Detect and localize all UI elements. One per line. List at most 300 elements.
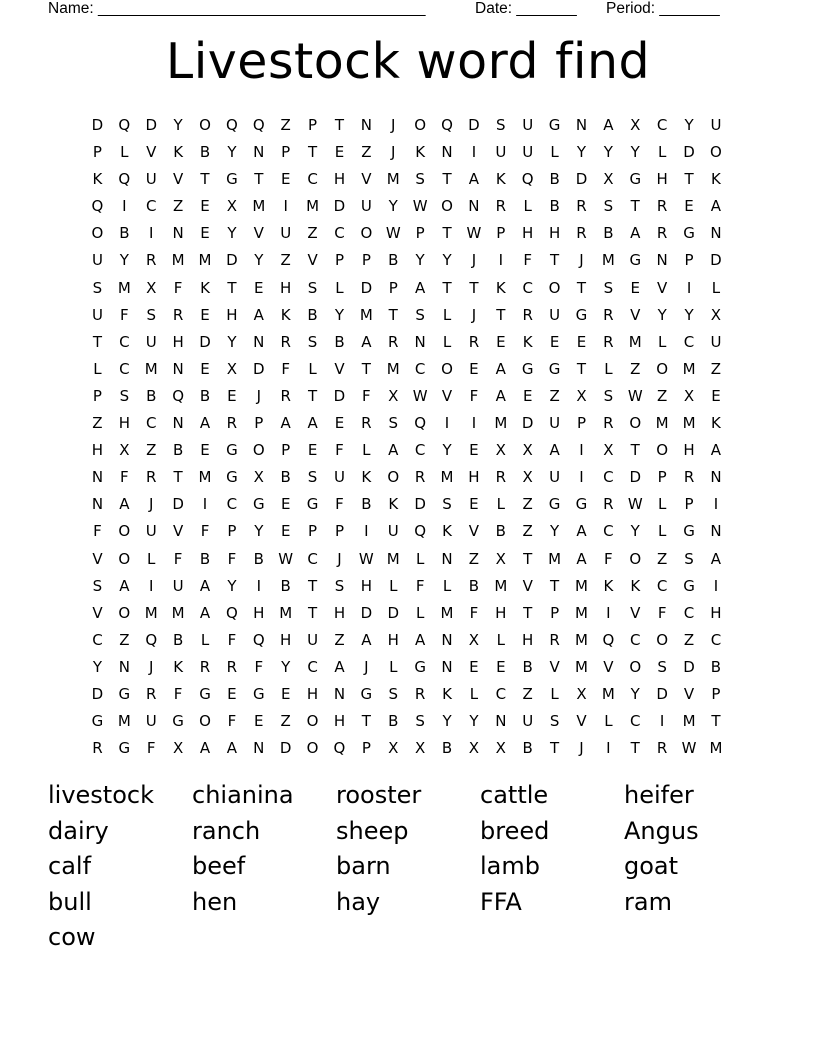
grid-cell: R [656, 739, 668, 758]
grid-cell: N [253, 143, 265, 162]
grid-cell: T [576, 278, 587, 297]
grid-cell: L [657, 522, 667, 541]
grid-cell: M [440, 468, 454, 487]
grid-cell: P [92, 143, 102, 162]
grid-cell: B [253, 549, 264, 568]
grid-cell: M [386, 170, 400, 189]
grid-cell: S [657, 657, 667, 676]
grid-cell: B [522, 657, 533, 676]
grid-cell: Z [280, 116, 291, 134]
grid-cell: E [711, 386, 721, 405]
grid-cell: B [468, 576, 480, 595]
grid-cell: X [146, 278, 157, 297]
grid-cell: G [548, 359, 561, 378]
grid-cell: M [494, 414, 508, 433]
grid-cell: P [576, 414, 586, 433]
word-list-item: chianina [192, 781, 294, 809]
grid-cell: L [469, 684, 479, 703]
grid-cell: O [656, 441, 669, 460]
grid-cell: D [360, 603, 373, 622]
grid-cell: T [307, 386, 318, 405]
grid-cell: M [575, 630, 588, 649]
grid-row [84, 220, 734, 247]
grid-cell: V [630, 603, 641, 622]
grid-cell: B [280, 468, 291, 487]
grid-cell: T [630, 197, 640, 216]
grid-cell: J [391, 116, 396, 134]
grid-cell: C [603, 522, 614, 541]
grid-cell: E [200, 441, 210, 460]
grid-cell: K [495, 278, 506, 297]
grid-cell: T [576, 359, 587, 378]
grid-cell: Y [254, 522, 264, 541]
grid-cell: Q [414, 522, 427, 541]
grid-cell: J [337, 549, 342, 568]
grid-cell: O [118, 522, 131, 541]
grid-cell: P [308, 116, 318, 134]
grid-cell: U [91, 251, 103, 270]
grid-cell: B [172, 441, 184, 460]
word-list-item: FFA [480, 887, 522, 916]
grid-cell: R [199, 657, 211, 676]
grid-row [84, 627, 734, 654]
grid-cell: G [521, 359, 534, 378]
grid-cell: D [521, 414, 534, 433]
grid-cell: Y [630, 143, 640, 162]
grid-cell: H [172, 332, 184, 351]
grid-cell: H [118, 414, 130, 433]
grid-cell: Q [145, 630, 158, 649]
grid-cell: B [549, 170, 560, 189]
grid-cell: T [684, 170, 694, 189]
grid-cell: L [120, 143, 129, 162]
grid-cell: X [603, 441, 614, 460]
grid-cell: S [334, 576, 345, 595]
word-list-item: heifer [624, 781, 694, 809]
grid-cell: A [226, 739, 238, 758]
grid-cell: E [469, 359, 479, 378]
grid-cell: M [306, 197, 320, 216]
grid-cell: T [388, 305, 398, 324]
grid-row [84, 410, 734, 437]
grid-cell: C [603, 468, 614, 487]
grid-cell: H [91, 441, 104, 460]
grid-cell: L [550, 684, 559, 703]
grid-cell: L [389, 657, 398, 676]
grid-cell: P [281, 441, 291, 460]
grid-cell: Z [522, 522, 533, 541]
grid-cell: R [146, 684, 157, 703]
header [48, 0, 748, 20]
grid-cell: O [629, 549, 642, 568]
grid-cell: F [415, 576, 425, 595]
grid-cell: M [144, 603, 158, 622]
grid-row [84, 437, 734, 464]
grid-cell: D [253, 359, 265, 378]
grid-cell: H [522, 630, 534, 649]
grid-cell: Y [576, 143, 587, 162]
grid-cell: M [440, 603, 454, 622]
grid-cell: K [280, 305, 291, 324]
grid-cell: O [306, 739, 319, 758]
grid-cell: O [656, 359, 669, 378]
grid-cell: N [172, 359, 184, 378]
grid-cell: M [709, 739, 723, 758]
grid-cell: H [522, 224, 534, 243]
grid-cell: E [496, 332, 506, 351]
grid-cell: A [361, 332, 372, 351]
grid-cell: B [307, 305, 318, 324]
grid-cell: G [629, 251, 642, 270]
grid-cell: O [414, 116, 427, 134]
grid-cell: L [657, 495, 667, 514]
grid-cell: Z [657, 549, 668, 568]
grid-cell: R [495, 197, 507, 216]
grid-cell: P [684, 495, 694, 514]
grid-cell: I [471, 414, 477, 433]
grid-cell: O [441, 359, 453, 378]
grid-cell: Y [388, 197, 398, 216]
grid-cell: T [307, 603, 318, 622]
grid-cell: X [468, 630, 480, 649]
grid-cell: R [495, 468, 507, 487]
grid-cell: S [415, 170, 425, 189]
grid-cell: T [307, 576, 318, 595]
grid-cell: O [118, 603, 131, 622]
grid-cell: K [173, 143, 184, 162]
grid-cell: D [91, 684, 104, 703]
grid-cell: N [333, 684, 346, 703]
grid-cell: F [227, 630, 237, 649]
grid-cell: T [361, 712, 371, 731]
grid-cell: L [604, 359, 613, 378]
grid-cell: F [281, 359, 290, 378]
grid-cell: Q [521, 170, 534, 189]
grid-cell: K [200, 278, 210, 297]
grid-cell: B [549, 197, 560, 216]
grid-cell: V [576, 712, 587, 731]
grid-cell: O [629, 657, 642, 676]
grid-cell: Y [684, 305, 694, 324]
grid-row [84, 518, 734, 545]
grid-cell: C [307, 549, 318, 568]
grid-cell: K [388, 495, 399, 514]
grid-cell: C [92, 630, 103, 649]
grid-cell: F [146, 739, 156, 758]
word-list-item: breed [480, 816, 550, 845]
grid-cell: G [118, 739, 131, 758]
grid-cell: N [710, 224, 722, 243]
grid-cell: A [388, 441, 399, 460]
grid-cell: U [549, 305, 561, 324]
grid-cell: U [91, 305, 103, 324]
grid-cell: B [199, 143, 211, 162]
grid-cell: Z [307, 224, 318, 243]
grid-cell: E [227, 684, 237, 703]
grid-cell: C [334, 224, 345, 243]
grid-cell: K [173, 657, 184, 676]
grid-cell: I [202, 495, 208, 514]
grid-cell: H [333, 603, 346, 622]
grid-cell: H [333, 712, 346, 731]
grid-cell: N [360, 116, 372, 134]
grid-cell: P [657, 468, 667, 487]
grid-cell: R [468, 332, 480, 351]
grid-cell: Q [118, 170, 131, 189]
grid-cell: M [682, 359, 696, 378]
grid-cell: Z [334, 630, 345, 649]
grid-cell: M [171, 251, 185, 270]
grid-cell: G [548, 495, 561, 514]
grid-cell: Y [442, 712, 452, 731]
grid-cell: F [227, 712, 237, 731]
name-field: Name: ______________________________________ [48, 0, 426, 17]
grid-cell: R [683, 468, 695, 487]
grid-cell: P [281, 143, 291, 162]
grid-cell: G [226, 441, 238, 460]
grid-cell: C [495, 684, 507, 703]
grid-cell: K [522, 332, 533, 351]
grid-cell: V [683, 684, 695, 703]
grid-cell: L [93, 359, 102, 378]
grid-cell: B [146, 386, 157, 405]
word-list-item: Angus [624, 816, 699, 845]
word-list-item: hen [192, 887, 238, 916]
grid-cell: E [280, 170, 291, 189]
grid-cell: Y [550, 522, 560, 541]
grid-cell: Y [254, 251, 264, 270]
grid-cell: Z [710, 359, 722, 378]
grid-cell: G [575, 305, 588, 324]
grid-cell: B [172, 630, 184, 649]
grid-cell: B [388, 251, 399, 270]
grid-cell: Y [227, 332, 237, 351]
grid-cell: G [306, 495, 319, 514]
grid-cell: O [199, 712, 211, 731]
grid-cell: G [575, 495, 588, 514]
grid-cell: I [256, 576, 261, 595]
grid-cell: Z [522, 495, 533, 514]
grid-cell: Q [333, 739, 346, 758]
grid-row [84, 383, 734, 410]
grid-cell: R [603, 495, 614, 514]
grid-cell: T [200, 170, 210, 189]
grid-cell: C [522, 278, 533, 297]
grid-row [84, 600, 734, 627]
grid-cell: V [603, 657, 614, 676]
grid-cell: P [361, 251, 371, 270]
grid-cell: K [603, 576, 614, 595]
grid-cell: D [333, 386, 346, 405]
grid-cell: X [388, 386, 399, 405]
grid-cell: R [92, 739, 103, 758]
grid-cell: M [628, 332, 642, 351]
grid-cell: T [334, 116, 345, 134]
grid-cell: T [227, 278, 237, 297]
grid-cell: S [415, 305, 425, 324]
grid-cell: E [522, 386, 533, 405]
grid-cell: A [710, 549, 722, 568]
grid-cell: U [280, 224, 292, 243]
grid-cell: W [627, 495, 643, 514]
grid-cell: G [226, 170, 238, 189]
grid-row [84, 546, 734, 573]
word-list-item: barn [336, 852, 391, 880]
grid-cell: U [522, 143, 534, 162]
grid-cell: L [711, 278, 721, 297]
grid-cell: F [335, 495, 344, 514]
grid-cell: V [307, 251, 318, 270]
grid-cell: T [496, 305, 506, 324]
grid-cell: D [172, 495, 184, 514]
grid-row [84, 464, 734, 491]
word-list-item: cow [48, 923, 96, 951]
grid-cell: A [415, 278, 426, 297]
grid-cell: A [199, 576, 211, 595]
grid-cell: I [471, 143, 477, 162]
grid-cell: Q [252, 630, 265, 649]
grid-cell: F [657, 603, 667, 622]
grid-cell: Y [442, 441, 452, 460]
grid-cell: P [334, 522, 344, 541]
grid-cell: F [335, 441, 344, 460]
grid-cell: C [119, 332, 130, 351]
grid-row [84, 654, 734, 681]
grid-cell: W [466, 224, 482, 243]
grid-cell: G [172, 712, 184, 731]
grid-cell: M [548, 549, 562, 568]
grid-cell: Y [630, 684, 640, 703]
grid-cell: F [120, 305, 129, 324]
grid-cell: H [253, 603, 265, 622]
grid-cell: N [91, 495, 104, 514]
grid-cell: X [630, 116, 641, 134]
grid-cell: F [254, 657, 264, 676]
grid-cell: B [603, 224, 614, 243]
page-title: Livestock word find [165, 33, 651, 90]
grid-cell: O [656, 630, 669, 649]
grid-cell: P [496, 224, 506, 243]
grid-cell: F [93, 522, 102, 541]
grid-cell: Y [469, 712, 479, 731]
grid-cell: V [334, 359, 345, 378]
grid-cell: R [656, 197, 668, 216]
grid-cell: B [361, 495, 372, 514]
date-field: Date: _______ [475, 0, 577, 17]
grid-cell: M [252, 197, 266, 216]
grid-cell: E [280, 684, 291, 703]
grid-cell: Z [119, 630, 130, 649]
grid-cell: L [657, 143, 667, 162]
grid-cell: N [441, 549, 453, 568]
grid-cell: L [308, 359, 317, 378]
grid-cell: U [145, 712, 157, 731]
word-list-item: calf [48, 852, 92, 880]
grid-cell: E [684, 197, 694, 216]
grid-cell: A [576, 549, 587, 568]
grid-cell: G [360, 684, 373, 703]
grid-cell: M [386, 549, 400, 568]
grid-cell: C [656, 576, 668, 595]
grid-cell: M [682, 712, 696, 731]
grid-cell: F [200, 522, 210, 541]
grid-cell: E [307, 441, 318, 460]
grid-cell: D [683, 143, 695, 162]
grid-cell: E [280, 522, 291, 541]
grid-cell: P [308, 522, 318, 541]
grid-cell: Z [468, 549, 480, 568]
grid-cell: I [713, 495, 719, 514]
grid-cell: X [253, 468, 264, 487]
grid-cell: V [146, 143, 157, 162]
grid-cell: N [441, 630, 453, 649]
grid-cell: Z [146, 441, 157, 460]
grid-cell: J [256, 386, 261, 405]
grid-cell: T [442, 224, 452, 243]
grid-cell: H [360, 576, 372, 595]
word-list-item: cattle [480, 781, 549, 809]
grid-cell: H [226, 305, 238, 324]
grid-cell: G [683, 224, 695, 243]
grid-cell: F [173, 549, 183, 568]
grid-cell: O [441, 197, 453, 216]
grid-cell: C [683, 603, 695, 622]
grid-cell: A [576, 522, 587, 541]
grid-cell: H [710, 603, 722, 622]
grid-cell: P [684, 251, 694, 270]
grid-cell: D [629, 468, 642, 487]
grid-cell: C [710, 630, 722, 649]
grid-cell: C [630, 712, 641, 731]
grid-cell: D [575, 170, 588, 189]
grid-cell: T [630, 441, 640, 460]
grid-cell: A [495, 386, 506, 405]
grid-cell: E [469, 495, 479, 514]
grid-cell: O [387, 468, 400, 487]
grid-cell: B [388, 712, 399, 731]
grid-cell: E [200, 359, 210, 378]
grid-cell: F [523, 251, 533, 270]
grid-cell: U [495, 143, 507, 162]
grid-cell: H [306, 684, 319, 703]
grid-cell: M [682, 414, 696, 433]
grid-cell: I [686, 278, 692, 297]
grid-cell: X [226, 359, 238, 378]
grid-cell: T [469, 278, 479, 297]
period-field: Period: _______ [606, 0, 720, 17]
grid-cell: S [496, 116, 506, 134]
grid-cell: U [360, 197, 372, 216]
grid-cell: M [171, 603, 185, 622]
grid-cell: N [656, 251, 668, 270]
grid-cell: T [442, 170, 452, 189]
grid-cell: L [335, 278, 344, 297]
grid-cell: Y [657, 305, 667, 324]
grid-cell: Q [414, 414, 427, 433]
grid-cell: S [549, 712, 560, 731]
grid-cell: N [468, 197, 480, 216]
grid-cell: S [92, 278, 103, 297]
grid-cell: U [307, 630, 319, 649]
grid-cell: N [710, 468, 722, 487]
grid-cell: E [549, 332, 560, 351]
grid-cell: P [415, 224, 425, 243]
grid-cell: X [576, 684, 587, 703]
grid-cell: I [579, 468, 584, 487]
grid-cell: O [91, 224, 104, 243]
grid-cell: V [92, 549, 103, 568]
grid-cell: O [118, 549, 131, 568]
